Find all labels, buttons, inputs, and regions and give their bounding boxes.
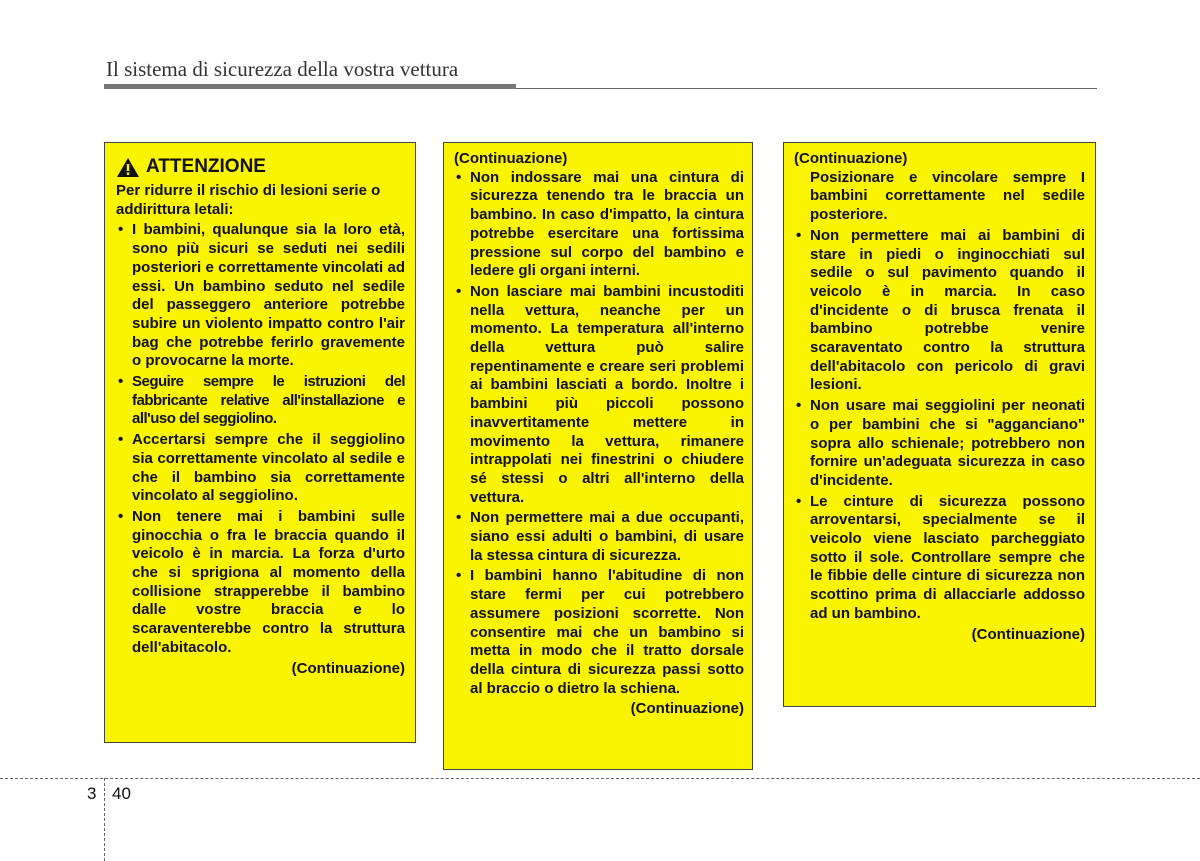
list-item: • Accertarsi sempre che il seggiolino sia correttamente vincolato al sedile e che il bambino sia correttamente vincolato al seggiolino.	[116, 431, 405, 506]
warning-heading-text: ATTENZIONE	[146, 156, 266, 177]
list-item: • Non permettere mai a due occupanti, siano essi adulti o bambini, di usare la stessa cintura di sicurezza.	[454, 509, 744, 565]
lead-paragraph: Posizionare e vincolare sempre I bambini correttamente nel sedile posteriore.	[810, 168, 1085, 224]
continuation-label: (Continuazione)	[454, 150, 568, 167]
list-item: • Le cinture di sicurezza possono arroventarsi, specialmente se il veicolo viene lasciato parcheggiato sotto il sole. Controllare sempre che le fibbie delle cinture di sicurezza non scottino prima di allacciarle addosso ad un bambino.	[794, 493, 1085, 624]
list-item: • Non tenere mai i bambini sulle ginocchia o fra le braccia quando il veicolo è in marcia. La forza d'urto che si sprigiona al momento della collisione strapperebbe il bambino dalle vostre braccia e lo scaraventerebbe contro la struttura dell'abitacolo.	[116, 508, 405, 658]
list-item: • I bambini hanno l'abitudine di non stare fermi per cui potrebbero assumere posizioni scorrette. Non consentire mai che un bambino si metta in modo che il tratto dorsale della cintura di sicurezza passi sotto al braccio o dietro la schiena.	[454, 567, 744, 698]
header-rule-thin	[516, 88, 1097, 89]
warning-list-3	[794, 227, 1085, 624]
continuation-label: (Continuazione)	[291, 659, 405, 677]
list-item: • Non usare mai seggiolini per neonati o per bambini che si "agganciano" sopra allo schienale; potrebbero non fornire un'adeguata sicurezza in caso d'incidente.	[794, 397, 1085, 491]
warning-box-3	[783, 142, 1096, 707]
warning-box-1	[104, 142, 416, 743]
warning-list-1	[116, 221, 405, 657]
list-item: • Non permettere mai ai bambini di stare in piedi o inginocchiati sul sedile o sul pavimento quando il veicolo è in marcia. In caso d'incidente o di brusca frenata il bambino potrebbe venire scaraventato contro la struttura dell'abitacolo con pericolo di gravi lesioni.	[794, 227, 1085, 395]
warning-box-2	[443, 142, 753, 770]
warning-list-2	[454, 169, 744, 699]
warning-triangle-icon	[116, 157, 140, 178]
list-item: • Non lasciare mai bambini incustoditi nella vettura, neanche per un momento. La temperatura all'interno della vettura può salire repentinamente e creare seri problemi ai bambini lasciati a bordo. Inoltre i bambini più piccoli possono inavvertitamente mettere in movimento la vettura, rimanere intrappolati nei finestrini o chiudere sé stessi o altri all'interno della vettura.	[454, 283, 744, 507]
continuation-label: (Continuazione)	[971, 625, 1085, 643]
footer-vertical-divider	[104, 778, 105, 861]
footer-divider	[0, 778, 1200, 779]
list-item: • Seguire sempre le istruzioni del fabbricante relative all'installazione e all'uso del seggiolino.	[116, 373, 405, 429]
warning-heading	[116, 155, 405, 179]
page-title: Il sistema di sicurezza della vostra vettura	[106, 57, 459, 81]
list-item: • I bambini, qualunque sia la loro età, sono più sicuri se seduti nei sedili posteriori e correttamente vincolati ad essi. Un bambino seduto nel sedile del passeggero anteriore potrebbe subire un violento impatto contro l'air bag che potrebbe ferirlo gravemente o provocarne la morte.	[116, 221, 405, 371]
continuation-label: (Continuazione)	[794, 150, 908, 167]
header-rule-thick	[104, 84, 516, 89]
list-item: • Non indossare mai una cintura di sicurezza tenendo tra le braccia un bambino. In caso d'impatto, la cintura potrebbe esercitare una fortissima pressione sul corpo del bambino e ledere gli organi interni.	[454, 169, 744, 281]
continuation-label: (Continuazione)	[630, 700, 744, 718]
warning-intro: Per ridurre il rischio di lesioni serie o addirittura letali:	[116, 182, 381, 218]
page-number: 40	[112, 784, 131, 803]
section-number: 3	[87, 784, 97, 803]
